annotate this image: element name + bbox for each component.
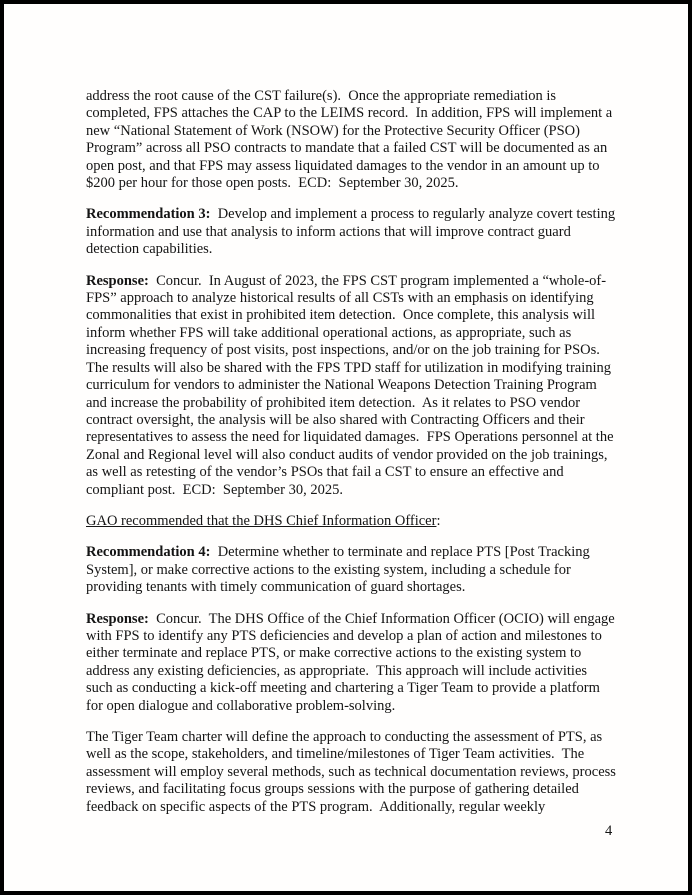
response-3-label: Response: — [86, 272, 149, 289]
recommendation-3-text: Develop and implement a process to regularly analyze covert testing information and use that analysis to inform actions that will improve contract guard detection capabilities. — [86, 206, 619, 258]
gao-heading-colon: : — [436, 512, 441, 529]
page-number: 4 — [605, 823, 613, 839]
response-3-text: Concur. In August of 2023, the FPS CST program implemented a “whole-of-FPS” approach to analyze historical results of all CSTs with an emphasis on identifying commonalities that exist in prohibited item detection. Once complete, this analysis will inform whether FPS will take additional operational actions, as appropriate, such as increasing frequency of post visits, post inspections, and/or on the job training for PSOs. The results will also be shared with the FPS TPD staff for utilization in modifying training curriculum for vendors to administer the National Weapons Detection Training Program and increase the probability of prohibited item detection. As it relates to PSO vendor contract oversight, the analysis will be also shared with Contracting Officers and their representatives to assess the need for liquidated damages. FPS Operations personnel at the Zonal and Regional level will also conduct audits of vendor provided on the job trainings, as well as retesting of the vendor’s PSOs that fail a CST to ensure an effective and compliant post. ECD: September 30, 2025. — [86, 272, 618, 498]
paragraph-tiger-team: The Tiger Team charter will define the approach to conducting the assessment of PTS, as well as the scope, stakeholders, and timeline/milestones of Tiger Team activities. The assessment will employ several methods, such as technical documentation reviews, process reviews, and facilitating focus groups sessions with the purpose of gathering detailed feedback on specific aspects of the PTS program. Additionally, regular weekly — [86, 729, 620, 815]
paragraph-response-3 — [86, 273, 616, 499]
gao-recommendation-heading — [86, 513, 616, 530]
paragraph-continuation: address the root cause of the CST failure(s). Once the appropriate remediation is completed, FPS attaches the CAP to the LEIMS record. In addition, FPS will implement a new “National Statement of Work (NSOW) for the Protective Security Officer (PSO) Program” across all PSO contracts to mandate that a failed CST will be documented as an open post, and that FPS may assess liquidated damages to the vendor in an amount up to $200 per hour for those open posts. ECD: September 30, 2025. — [86, 88, 616, 192]
gao-heading-text: GAO recommended that the DHS Chief Information Officer — [86, 512, 437, 529]
response-4-text: Concur. The DHS Office of the Chief Information Officer (OCIO) will engage with FPS to identify any PTS deficiencies and develop a plan of action and milestones to either terminate and replace PTS, or make corrective actions to the existing system to address any existing deficiencies, as appropriate. This approach will include activities such as conducting a kick-off meeting and chartering a Tiger Team to provide a platform for open dialogue and collaborative problem-solving. — [86, 610, 619, 714]
response-4-label: Response: — [86, 610, 149, 627]
recommendation-4-label: Recommendation 4: — [86, 544, 211, 561]
recommendation-4-text: Determine whether to terminate and replace PTS [Post Tracking System], or make corrective actions to the existing system, including a schedule for providing tenants with timely communication of guard shortages. — [86, 544, 594, 596]
paragraph-recommendation-3 — [86, 206, 619, 258]
paragraph-recommendation-4 — [86, 544, 616, 596]
document-body — [86, 88, 620, 830]
paragraph-response-4 — [86, 610, 619, 715]
recommendation-3-label: Recommendation 3: — [86, 206, 211, 223]
